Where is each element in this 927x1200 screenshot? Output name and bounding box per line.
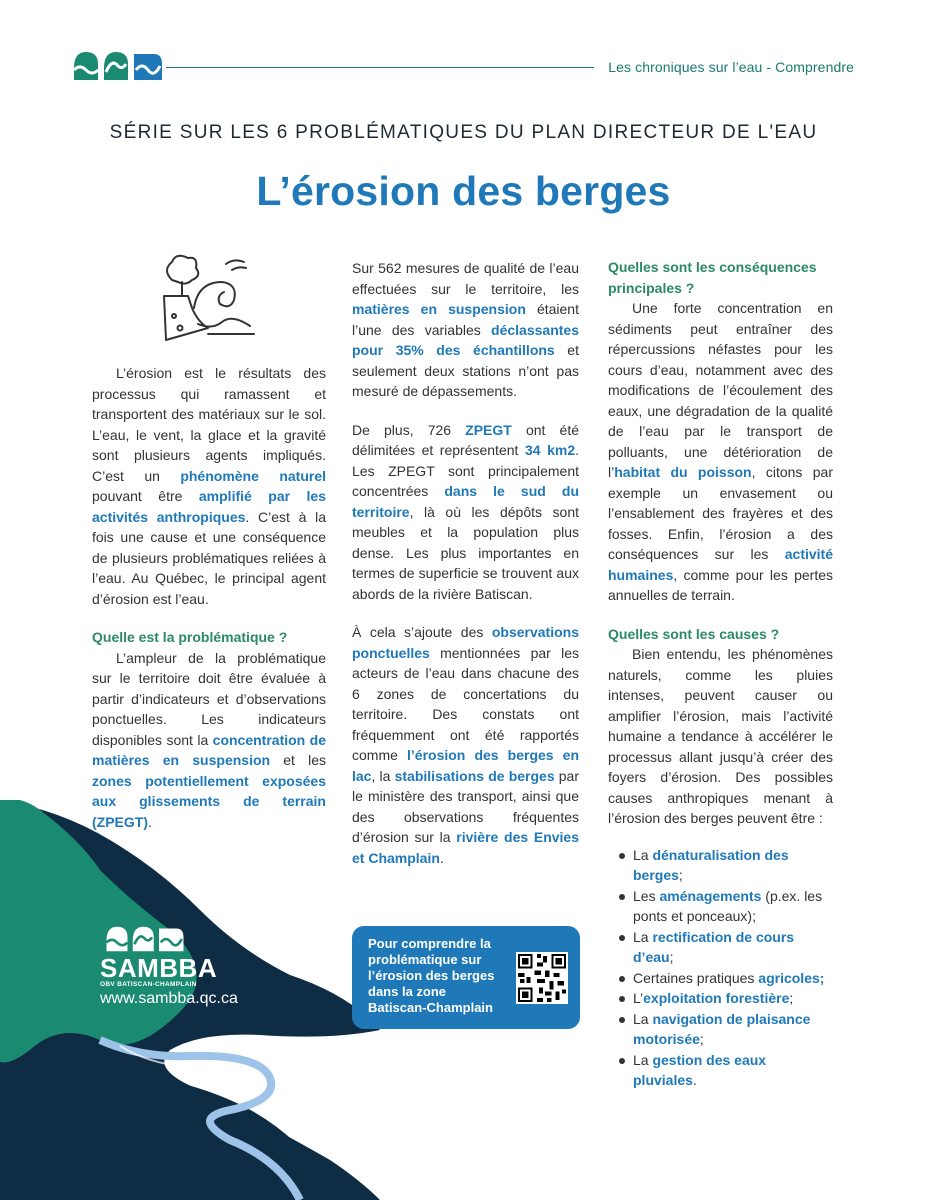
list-item: La dénaturalisation des berges;: [608, 845, 833, 886]
problem-heading: Quelle est la problématique ?: [92, 629, 288, 645]
zpegt-paragraph: De plus, 726 ZPEGT ont été délimitées et représentent 34 km2. Les ZPEGT sont principalement concentrées dans le sud du territoire, là où les dépôts sont meubles et la population plus dense. Les plus importantes en termes de superficie se trouvent aux abords de la rivière Batiscan.: [352, 421, 580, 602]
highlight-text: amplifié par les activités anthropiques: [92, 488, 326, 525]
highlight-text: observations ponctuelles: [352, 624, 579, 661]
column-1: [92, 363, 326, 832]
highlight-text: matières en suspension: [352, 301, 526, 317]
website-link[interactable]: www.sambba.qc.ca: [100, 990, 238, 1007]
consequences-heading: Quelles sont les conséquences principales ?: [608, 259, 817, 296]
qr-code-icon[interactable]: [516, 952, 568, 1004]
sambba-logo-icon: [100, 925, 190, 953]
cta-box[interactable]: [352, 926, 580, 1029]
brand-name: SAMBBA: [100, 953, 218, 983]
cta-text: Pour comprendre la problématique sur l’érosion des berges dans la zone Batiscan-Champlain: [368, 936, 495, 1015]
highlight-text: déclassantes pour 35% des échantillons: [352, 321, 579, 358]
series-title: Les chroniques sur l’eau - Comprendre: [608, 59, 854, 75]
highlight-text: stabilisations de berges: [394, 767, 555, 784]
observations-paragraph: À cela s’ajoute des observations ponctuelles mentionnées par les acteurs de l’eau dans chacune des 6 zones de concertations du territoire. Des constats ont fréquemment ont été rapportés comme l’érosion des berges en lac, la stabilisations de berges par le ministère des transport, ainsi que des observations fréquentes d’érosion sur la rivière des Envies et Champlain.: [352, 624, 580, 866]
highlight-text: rivière des Envies et Champlain: [352, 829, 580, 866]
highlight-text: navigation de plaisance motorisée: [633, 1010, 811, 1047]
causes-paragraph: Bien entendu, les phénomènes naturels, comme les pluies intenses, peuvent causer ou amplifier l’érosion, mais l’activité humaine a tendance à accélérer le processus allant jusqu’à créer des foyers d’érosion. Des possibles causes anthropiques menant à l’érosion des berges peuvent être :: [608, 646, 833, 826]
list-item: La navigation de plaisance motorisée;: [608, 1009, 833, 1050]
highlight-text: dans le sud du territoire: [352, 483, 579, 520]
highlight-text: l’érosion des berges en lac: [352, 747, 579, 784]
header-divider: [166, 67, 594, 68]
list-item: L’exploitation forestière;: [608, 988, 833, 1009]
problem-paragraph: L’ampleur de la problématique sur le territoire doit être évaluée à partir d’indicateurs et d’observations ponctuelles. Les indicateurs disponibles sont la concentration de matières en suspension et les zones potentiellement exposées aux glissements de terrain (ZPEGT).: [92, 649, 326, 830]
highlight-text: zones potentiellement exposées aux glissements de terrain (ZPEGT): [92, 772, 326, 830]
column-2: [352, 258, 579, 868]
highlight-text: rectification de cours d’eau: [633, 928, 795, 965]
highlight-text: phénomène naturel: [180, 467, 326, 484]
highlight-text: ZPEGT: [465, 421, 512, 438]
suspended-matter-paragraph: Sur 562 mesures de qualité de l’eau effectuées sur le territoire, les matières en suspension étaient l’une des variables déclassantes pour 35% des échantillons et seulement deux stations n’ont pas mesuré de dépassements.: [352, 260, 579, 399]
highlight-text: habitat du poisson: [614, 464, 752, 480]
highlight-text: aménagements: [659, 887, 762, 904]
list-item: La rectification de cours d’eau;: [608, 927, 833, 968]
highlight-text: dénaturalisation des berges: [633, 846, 789, 883]
highlight-text: exploitation forestière: [643, 990, 790, 1006]
highlight-text: agricoles;: [758, 969, 825, 986]
list-item: La gestion des eaux pluviales.: [608, 1050, 833, 1091]
highlight-text: concentration de matières en suspension: [92, 731, 326, 768]
sambba-logo-icon: [72, 50, 164, 82]
highlight-text: 34 km2: [524, 442, 576, 458]
highlight-text: gestion des eaux pluviales: [633, 1051, 767, 1088]
causes-heading: Quelles sont les causes ?: [608, 625, 780, 642]
brand-subtitle: OBV BATISCAN-CHAMPLAIN: [100, 981, 197, 988]
list-item: Certaines pratiques agricoles;: [608, 968, 833, 989]
intro-paragraph: L’érosion est le résultats des processus qui ramassent et transportent des matériaux sur le sol. L’eau, le vent, la glace et la gravité sont plusieurs agents impliqués. C’est un phénomène naturel pouvant être amplifié par les activités anthropiques. C’est à la fois une cause et une conséquence de plusieurs problématiques reliées à l’eau. Au Québec, le principal agent d’érosion est l’eau.: [92, 365, 327, 607]
page-title: L’érosion des berges: [256, 168, 671, 214]
highlight-text: activité humaines: [608, 546, 833, 583]
erosion-illustration-icon: [158, 252, 266, 344]
list-item: Les aménagements (p.ex. les ponts et ponceaux);: [608, 886, 833, 927]
consequences-paragraph: Une forte concentration en sédiments peut entraîner des répercussions néfastes pour les cours d’eau, notamment avec des modifications de l’écoulement des eaux, une dégradation de la qualité de l’eau par le transport de polluants, une détérioration de l’habitat du poisson, citons par exemple un envasement ou l’ensablement des frayères et des fosses. Enfin, l’érosion a des conséquences sur les activité humaines, comme pour les pertes annuelles de terrain.: [608, 300, 833, 603]
overtitle: SÉRIE SUR LES 6 PROBLÉMATIQUES DU PLAN DIRECTEUR DE L'EAU: [109, 122, 818, 143]
